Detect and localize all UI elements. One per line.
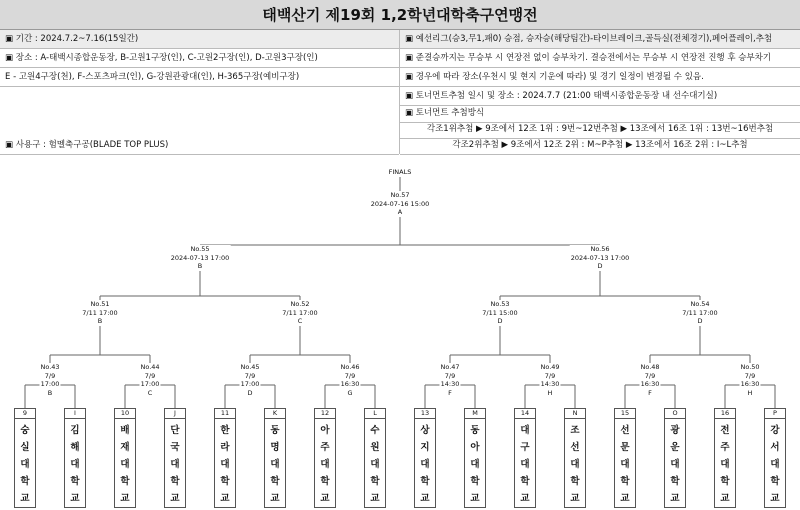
- team-seed-code: J: [165, 409, 185, 419]
- r16-match: [439, 363, 460, 397]
- info-draw-first: 각조1위추첨 ▶ 9조에서 12조 1위 : 9번~12번추첨 ▶ 13조에서 16조 1위 : 13번~16번추첨: [400, 120, 800, 139]
- quarter-match-venue: B: [97, 317, 103, 326]
- r16-match-time: 17:00: [240, 380, 260, 389]
- team-slot: [314, 408, 336, 508]
- team-slot: [414, 408, 436, 508]
- team-name: 동명대학교: [270, 425, 280, 504]
- r16-match-no: No.49: [540, 363, 560, 371]
- team-seed-code: I: [65, 409, 85, 419]
- quarter-match-venue: C: [297, 317, 303, 326]
- team-name: 한라대학교: [220, 425, 230, 504]
- final-match-no: No.57: [390, 191, 410, 199]
- info-draw-datetime: ▣ 토너먼트추첨 일시 및 장소 : 2024.7.7 (21:00 태백시종합운동장 내 선수대기실): [400, 87, 800, 106]
- team-seed-code: M: [465, 409, 485, 419]
- team-name: 숭실대학교: [20, 425, 30, 504]
- r16-match-date: 7/9: [244, 371, 256, 380]
- r16-match: [739, 363, 760, 397]
- semi-match-no: No.55: [190, 245, 210, 253]
- team-seed-code: 13: [415, 409, 435, 419]
- team-slot: [214, 408, 236, 508]
- r16-match-venue: B: [47, 388, 53, 397]
- team-slot: [564, 408, 586, 508]
- info-period: ▣ 기간 : 2024.7.2~7.16(15일간): [0, 30, 399, 49]
- r16-match-no: No.48: [640, 363, 660, 371]
- quarter-match-venue: D: [697, 317, 703, 326]
- team-slot: [514, 408, 536, 508]
- team-name: 대구대학교: [520, 425, 530, 504]
- team-slot: [764, 408, 786, 508]
- team-slot: [664, 408, 686, 508]
- team-slot: [614, 408, 636, 508]
- team-seed-code: 10: [115, 409, 135, 419]
- semi-match: [170, 245, 231, 271]
- team-seed-code: L: [365, 409, 385, 419]
- quarter-match: [281, 300, 318, 326]
- r16-match: [339, 363, 360, 397]
- quarter-match-no: No.51: [90, 300, 110, 308]
- quarter-match-when: 7/11 17:00: [82, 308, 118, 317]
- team-seed-code: 16: [715, 409, 735, 419]
- info-change-notice: ▣ 경우에 따라 장소(우천시 및 현지 기운에 따라) 및 경기 일정이 변경될 수 있음.: [400, 68, 800, 87]
- r16-match-date: 7/9: [744, 371, 756, 380]
- team-seed-code: P: [765, 409, 785, 419]
- team-seed-code: O: [665, 409, 685, 419]
- semi-match: [570, 245, 631, 271]
- team-seed-code: 14: [515, 409, 535, 419]
- team-slot: [164, 408, 186, 508]
- quarter-match-when: 7/11 17:00: [282, 308, 318, 317]
- r16-match-venue: F: [448, 388, 452, 397]
- team-name: 상지대학교: [420, 425, 430, 504]
- team-name: 단국대학교: [170, 425, 180, 504]
- quarter-match-when: 7/11 15:00: [482, 308, 518, 317]
- r16-match-no: No.46: [340, 363, 360, 371]
- team-slot: [14, 408, 36, 508]
- r16-match-venue: H: [747, 388, 753, 397]
- r16-match-time: 16:30: [740, 380, 760, 389]
- r16-match-time: 14:30: [440, 380, 460, 389]
- r16-match-no: No.45: [240, 363, 260, 371]
- team-seed-code: 9: [15, 409, 35, 419]
- info-draw-second: 각조2위추첨 ▶ 9조에서 12조 2위 : M~P추첨 ▶ 13조에서 16조 2위 : I~L추첨: [400, 136, 800, 155]
- r16-match-time: 17:00: [140, 380, 160, 389]
- team-name: 김해대학교: [70, 425, 80, 504]
- final-match-venue: A: [397, 208, 403, 217]
- team-seed-code: 11: [215, 409, 235, 419]
- r16-match: [639, 363, 660, 397]
- semi-match-venue: D: [597, 262, 603, 271]
- team-seed-code: 12: [315, 409, 335, 419]
- info-divider: [399, 30, 400, 154]
- info-venues-cont: E - 고원4구장(천), F-스포츠파크(인), G-강원관광대(인), H-365구장(예비구장): [0, 68, 399, 87]
- quarter-match-when: 7/11 17:00: [682, 308, 718, 317]
- team-slot: [264, 408, 286, 508]
- finals-label: FINALS: [388, 168, 412, 176]
- team-name: 선문대학교: [620, 425, 630, 504]
- r16-match-date: 7/9: [444, 371, 456, 380]
- semi-match-no: No.56: [590, 245, 610, 253]
- r16-match-date: 7/9: [144, 371, 156, 380]
- team-slot: [714, 408, 736, 508]
- final-match: [370, 191, 431, 217]
- team-seed-code: K: [265, 409, 285, 419]
- r16-match-date: 7/9: [44, 371, 56, 380]
- team-seed-code: N: [565, 409, 585, 419]
- info-ball: ▣ 사용구 : 험멜축구공(BLADE TOP PLUS): [0, 136, 399, 155]
- r16-match-venue: F: [648, 388, 652, 397]
- r16-match-date: 7/9: [644, 371, 656, 380]
- r16-match-venue: C: [147, 388, 153, 397]
- semi-match-when: 2024-07-13 17:00: [170, 253, 230, 262]
- semi-match-when: 2024-07-13 17:00: [570, 253, 630, 262]
- quarter-match: [681, 300, 718, 326]
- quarter-match-no: No.52: [290, 300, 310, 308]
- page-title: 태백산기 제19회 1,2학년대학축구연맹전: [0, 0, 800, 30]
- r16-match: [239, 363, 260, 397]
- r16-match-venue: G: [347, 388, 353, 397]
- r16-match: [539, 363, 560, 397]
- quarter-match-no: No.54: [690, 300, 710, 308]
- team-name: 전주대학교: [720, 425, 730, 504]
- quarter-match-no: No.53: [490, 300, 510, 308]
- r16-match-no: No.50: [740, 363, 760, 371]
- quarter-match-venue: D: [497, 317, 503, 326]
- r16-match-date: 7/9: [544, 371, 556, 380]
- team-slot: [464, 408, 486, 508]
- info-draw-method: ▣ 토너먼트 추첨방식: [400, 104, 800, 123]
- team-seed-code: 15: [615, 409, 635, 419]
- r16-match-time: 16:30: [340, 380, 360, 389]
- r16-match-no: No.43: [40, 363, 60, 371]
- final-match-when: 2024-07-16 15:00: [370, 199, 430, 208]
- team-name: 조선대학교: [570, 425, 580, 504]
- r16-match-time: 17:00: [40, 380, 60, 389]
- team-name: 수원대학교: [370, 425, 380, 504]
- team-slot: [64, 408, 86, 508]
- info-venues: ▣ 장소 : A-태백시종합운동장, B-고원1구장(인), C-고원2구장(인), D-고원3구장(인): [0, 49, 399, 68]
- team-slot: [364, 408, 386, 508]
- r16-match-time: 16:30: [640, 380, 660, 389]
- info-pk-rule: ▣ 준결승까지는 무승부 시 연장전 없이 승부차기. 결승전에서는 무승부 시 연장전 진행 후 승부차기: [400, 49, 800, 68]
- team-name: 동아대학교: [470, 425, 480, 504]
- info-league-rule: ▣ 예선리그(승3,무1,패0) 승점, 승자승(해당팀간)-타이브레이크,골득실(전체경기),페어플레이,추첨: [400, 30, 800, 49]
- quarter-match: [81, 300, 118, 326]
- tournament-bracket: [0, 160, 800, 510]
- r16-match-time: 14:30: [540, 380, 560, 389]
- r16-match: [39, 363, 60, 397]
- team-name: 광운대학교: [670, 425, 680, 504]
- team-name: 강서대학교: [770, 425, 780, 504]
- team-name: 배재대학교: [120, 425, 130, 504]
- r16-match-venue: H: [547, 388, 553, 397]
- team-slot: [114, 408, 136, 508]
- r16-match: [139, 363, 160, 397]
- r16-match-venue: D: [247, 388, 253, 397]
- r16-match-no: No.44: [140, 363, 160, 371]
- semi-match-venue: B: [197, 262, 203, 271]
- r16-match-no: No.47: [440, 363, 460, 371]
- team-name: 아주대학교: [320, 425, 330, 504]
- quarter-match: [481, 300, 518, 326]
- r16-match-date: 7/9: [344, 371, 356, 380]
